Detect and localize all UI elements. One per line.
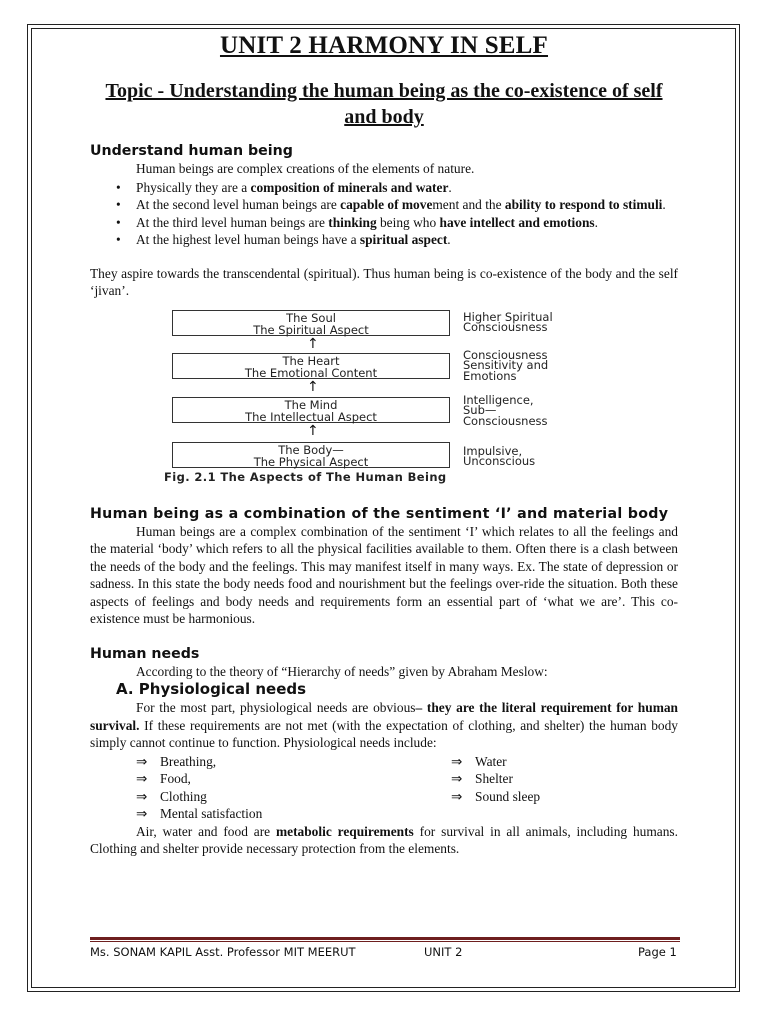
- metabolic-paragraph: Air, water and food are metabolic requirements for survival in all animals, including humans. Clothing and shelter provide necessary protection from the elements.: [90, 823, 678, 856]
- human-levels-list: [90, 179, 678, 249]
- up-arrow-icon: ↑: [307, 335, 319, 352]
- list-item: ⇒ Sound sleep: [451, 788, 541, 804]
- list-item: • At the highest level human beings have a spiritual aspect.: [136, 231, 678, 249]
- up-arrow-icon: ↑: [307, 422, 319, 439]
- implies-arrow-icon: ⇒: [136, 806, 148, 821]
- figure-label-soul: Higher Spiritual Consciousness: [463, 309, 553, 334]
- up-arrow-icon: ↑: [307, 378, 319, 395]
- aspects-figure: [164, 309, 622, 488]
- implies-arrow-icon: ⇒: [136, 771, 148, 786]
- footer-page-number: Page 1: [638, 945, 677, 959]
- figure-label-heart: Consciousness Sensitivity and Emotions: [463, 347, 549, 383]
- list-item: ⇒ Mental satisfaction: [136, 806, 263, 821]
- physiological-paragraph: For the most part, physiological needs are obvious– they are the literal requirement for human survival. If these requirements are not met (with the expectation of clothing, and shelter) the human body simply cannot continue to function. Physiological needs include:: [90, 700, 678, 750]
- topic-title: Topic - Understanding the human being as the co-existence of self and body: [105, 80, 663, 128]
- heading-understand-human-being: Understand human being: [90, 143, 293, 159]
- needs-lead: According to the theory of “Hierarchy of needs” given by Abraham Meslow:: [136, 663, 548, 679]
- heading-human-needs: Human needs: [90, 645, 200, 662]
- figure-label-body: Impulsive, Unconscious: [463, 443, 536, 468]
- figure-caption: Fig. 2.1 The Aspects of The Human Being: [164, 469, 447, 484]
- physiological-needs-list: [90, 753, 678, 823]
- implies-arrow-icon: ⇒: [136, 788, 148, 804]
- section1-lead: Human beings are complex creations of the elements of nature.: [136, 161, 475, 176]
- footer-unit: UNIT 2: [424, 945, 463, 959]
- list-item: • At the third level human beings are thinking being who have intellect and emotions.: [136, 214, 678, 232]
- sentiment-paragraph: Human beings are a complex combination of the sentiment ‘I’ which relates to all the feelings and the material ‘body’ which refers to all the physical facilities available to them. Often there is a clash between the needs of the body and the feelings. This may manifest itself in many ways. Ex. The state of depression or sadness. In this state the body needs food and nourishment but the feelings over-ride the situation. Both these aspects of feelings and body needs and requirements form an essential part of ‘what we are’. This co-existence must be harmonious.: [90, 523, 678, 626]
- list-item: • Physically they are a composition of minerals and water.: [136, 179, 678, 197]
- implies-arrow-icon: ⇒: [451, 753, 463, 769]
- list-item: ⇒ Food,: [136, 771, 191, 786]
- list-item: ⇒ Clothing: [136, 788, 207, 804]
- unit-title: UNIT 2 HARMONY IN SELF: [219, 32, 549, 59]
- footer-author: Ms. SONAM KAPIL Asst. Professor MIT MEERUT: [90, 945, 356, 959]
- list-item: • At the second level human beings are capable of movement and the ability to respond to stimuli.: [136, 196, 678, 214]
- implies-arrow-icon: ⇒: [451, 771, 463, 786]
- implies-arrow-icon: ⇒: [451, 788, 463, 804]
- list-item: ⇒ Breathing,: [136, 753, 217, 769]
- figure-label-mind: Intelligence, Sub— Consciousness: [463, 392, 548, 428]
- list-item: ⇒ Water: [451, 753, 507, 769]
- heading-sentiment-and-body: Human being as a combination of the sentiment ‘I’ and material body: [90, 505, 669, 522]
- figure-box-mind: The Mind The Intellectual Aspect: [172, 397, 450, 423]
- figure-box-heart: The Heart The Emotional Content: [172, 353, 450, 379]
- heading-physiological-needs: A. Physiological needs: [116, 680, 307, 698]
- figure-box-soul: The Soul The Spiritual Aspect: [172, 310, 450, 336]
- document-page: [90, 30, 678, 858]
- footer-rule: [90, 937, 680, 940]
- footer-rule: [90, 941, 680, 942]
- figure-box-body: The Body— The Physical Aspect: [172, 442, 450, 468]
- aspire-paragraph: They aspire towards the transcendental (spiritual). Thus human being is co-existence of the body and the self ‘jivan’.: [90, 265, 678, 298]
- list-item: ⇒ Shelter: [451, 771, 513, 786]
- implies-arrow-icon: ⇒: [136, 753, 148, 769]
